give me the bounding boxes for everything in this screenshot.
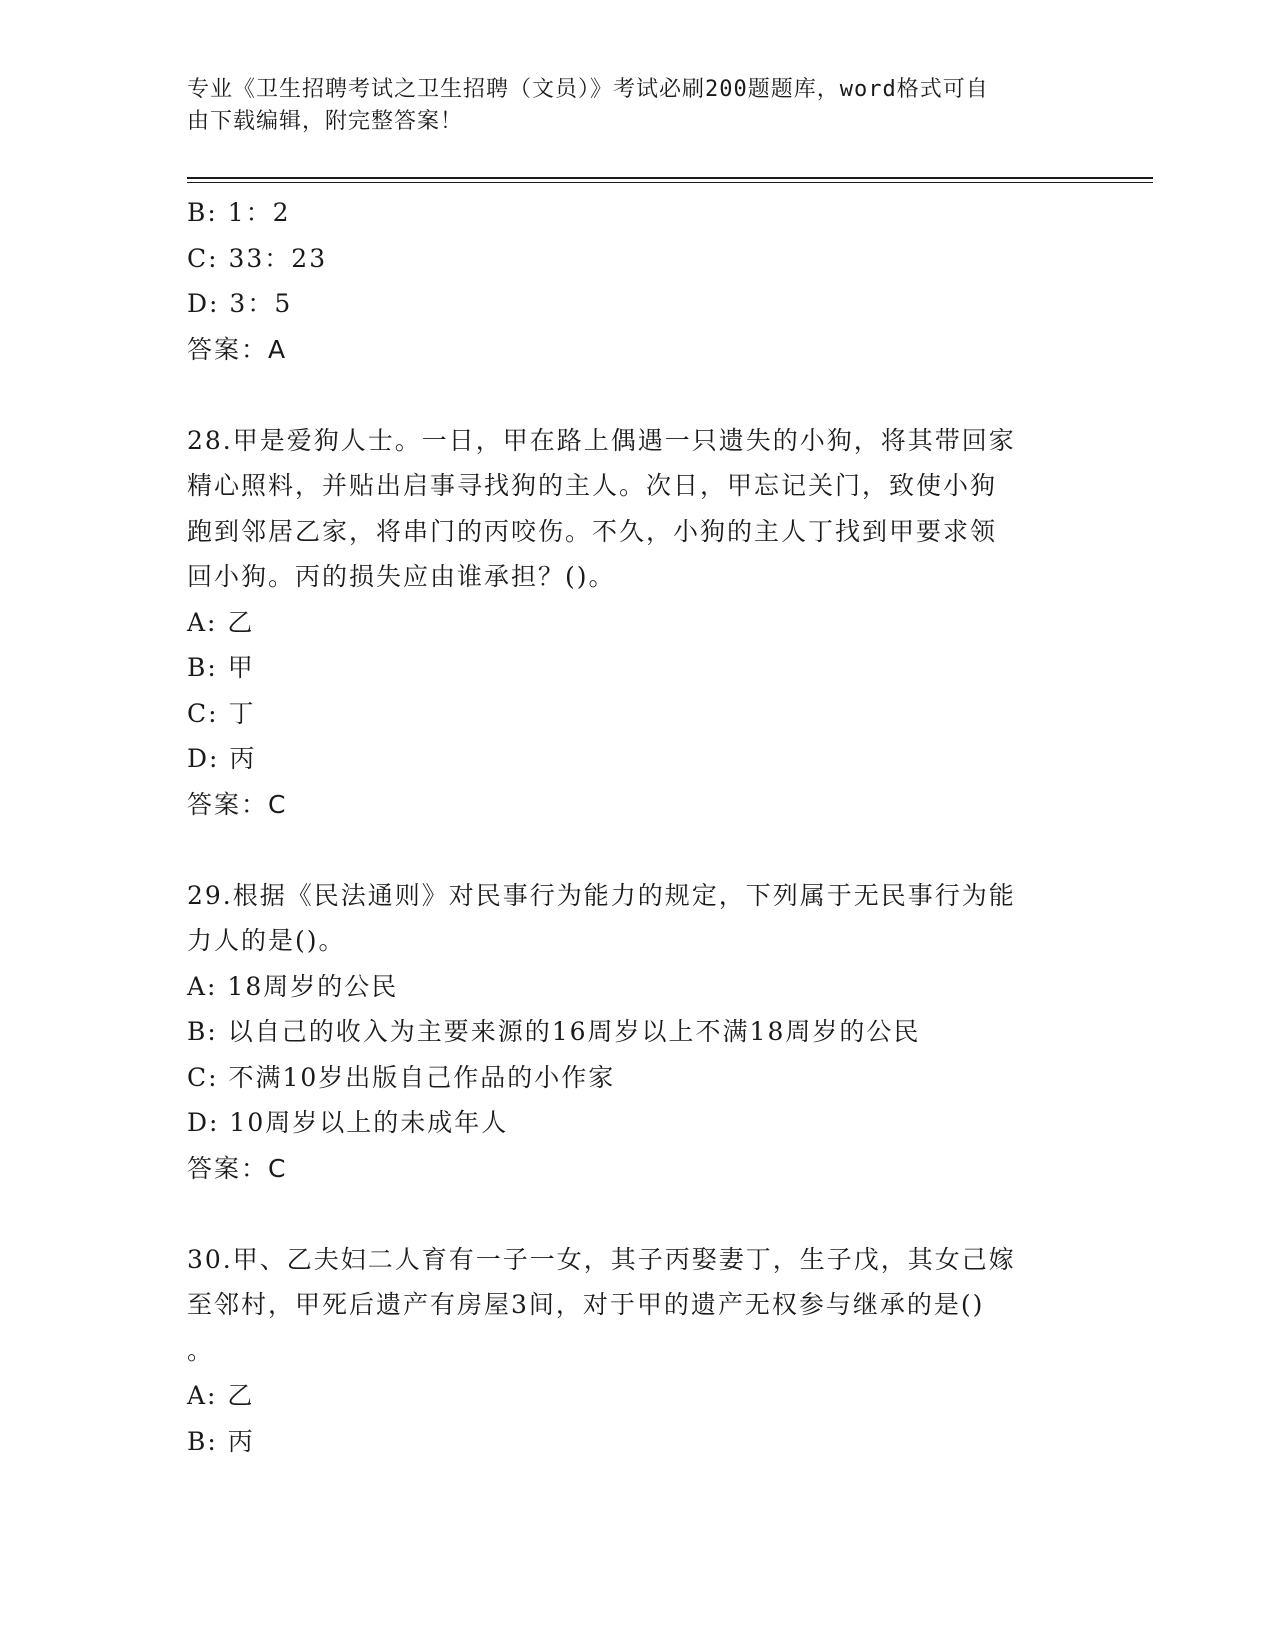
question-28: [187, 418, 1077, 828]
option-a: A: 乙: [187, 607, 255, 637]
option-c: C: 丁: [187, 698, 256, 728]
option-b: B: 以自己的收入为主要来源的16周岁以上不满18周岁的公民: [187, 1017, 921, 1046]
question-stem-line: 至邻村，甲死后遗产有房屋3间，对于甲的遗产无权参与继承的是(): [187, 1290, 985, 1319]
spacer: [187, 372, 1077, 418]
option-d: D: 3：5: [187, 289, 293, 318]
question-stem-line: 力人的是()。: [187, 926, 346, 955]
option-c: C: 33：23: [187, 243, 328, 273]
question-content: [187, 190, 1077, 1464]
option-d: D: 10周岁以上的未成年人: [187, 1108, 509, 1137]
question-stem-line: 。: [187, 1335, 215, 1365]
document-header: [187, 74, 1067, 138]
option-a: A: 乙: [187, 1381, 255, 1410]
question-stem-line: 28.甲是爱狗人士。一日，甲在路上偶遇一只遗失的小狗，将其带回家: [187, 425, 1016, 455]
question-29: [187, 873, 1077, 1192]
option-b: B: 1：2: [187, 198, 291, 227]
header-title-line-1: 专业《卫生招聘考试之卫生招聘（文员）》考试必刷200题题库，word格式可自: [187, 77, 989, 102]
spacer: [187, 827, 1077, 873]
option-d: D: 丙: [187, 744, 257, 773]
answer-line: 答案：A: [187, 334, 288, 364]
question-27-tail: [187, 190, 1077, 372]
question-stem-line: 跑到邻居乙家，将串门的丙咬伤。不久，小狗的主人丁找到甲要求领: [187, 516, 998, 546]
header-title-line-2: 由下载编辑，附完整答案！: [187, 109, 464, 134]
question-stem-line: 回小狗。丙的损失应由谁承担？()。: [187, 562, 616, 591]
option-b: B: 丙: [187, 1426, 255, 1456]
question-stem-line: 精心照料，并贴出启事寻找狗的主人。次日，甲忘记关门，致使小狗: [187, 471, 998, 500]
question-stem-line: 29.根据《民法通则》对民事行为能力的规定，下列属于无民事行为能: [187, 880, 1016, 910]
answer-line: 答案：C: [187, 1153, 288, 1183]
spacer: [187, 1191, 1077, 1237]
question-stem-line: 30.甲、乙夫妇二人育有一子一女，其子丙娶妻丁，生子戊，其女己嫁: [187, 1244, 1016, 1274]
header-divider: [187, 177, 1153, 183]
option-a: A: 18周岁的公民: [187, 971, 399, 1001]
option-b: B: 甲: [187, 653, 255, 682]
option-c: C: 不满10岁出版自己作品的小作家: [187, 1062, 616, 1092]
answer-line: 答案：C: [187, 789, 288, 819]
question-30: [187, 1237, 1077, 1465]
